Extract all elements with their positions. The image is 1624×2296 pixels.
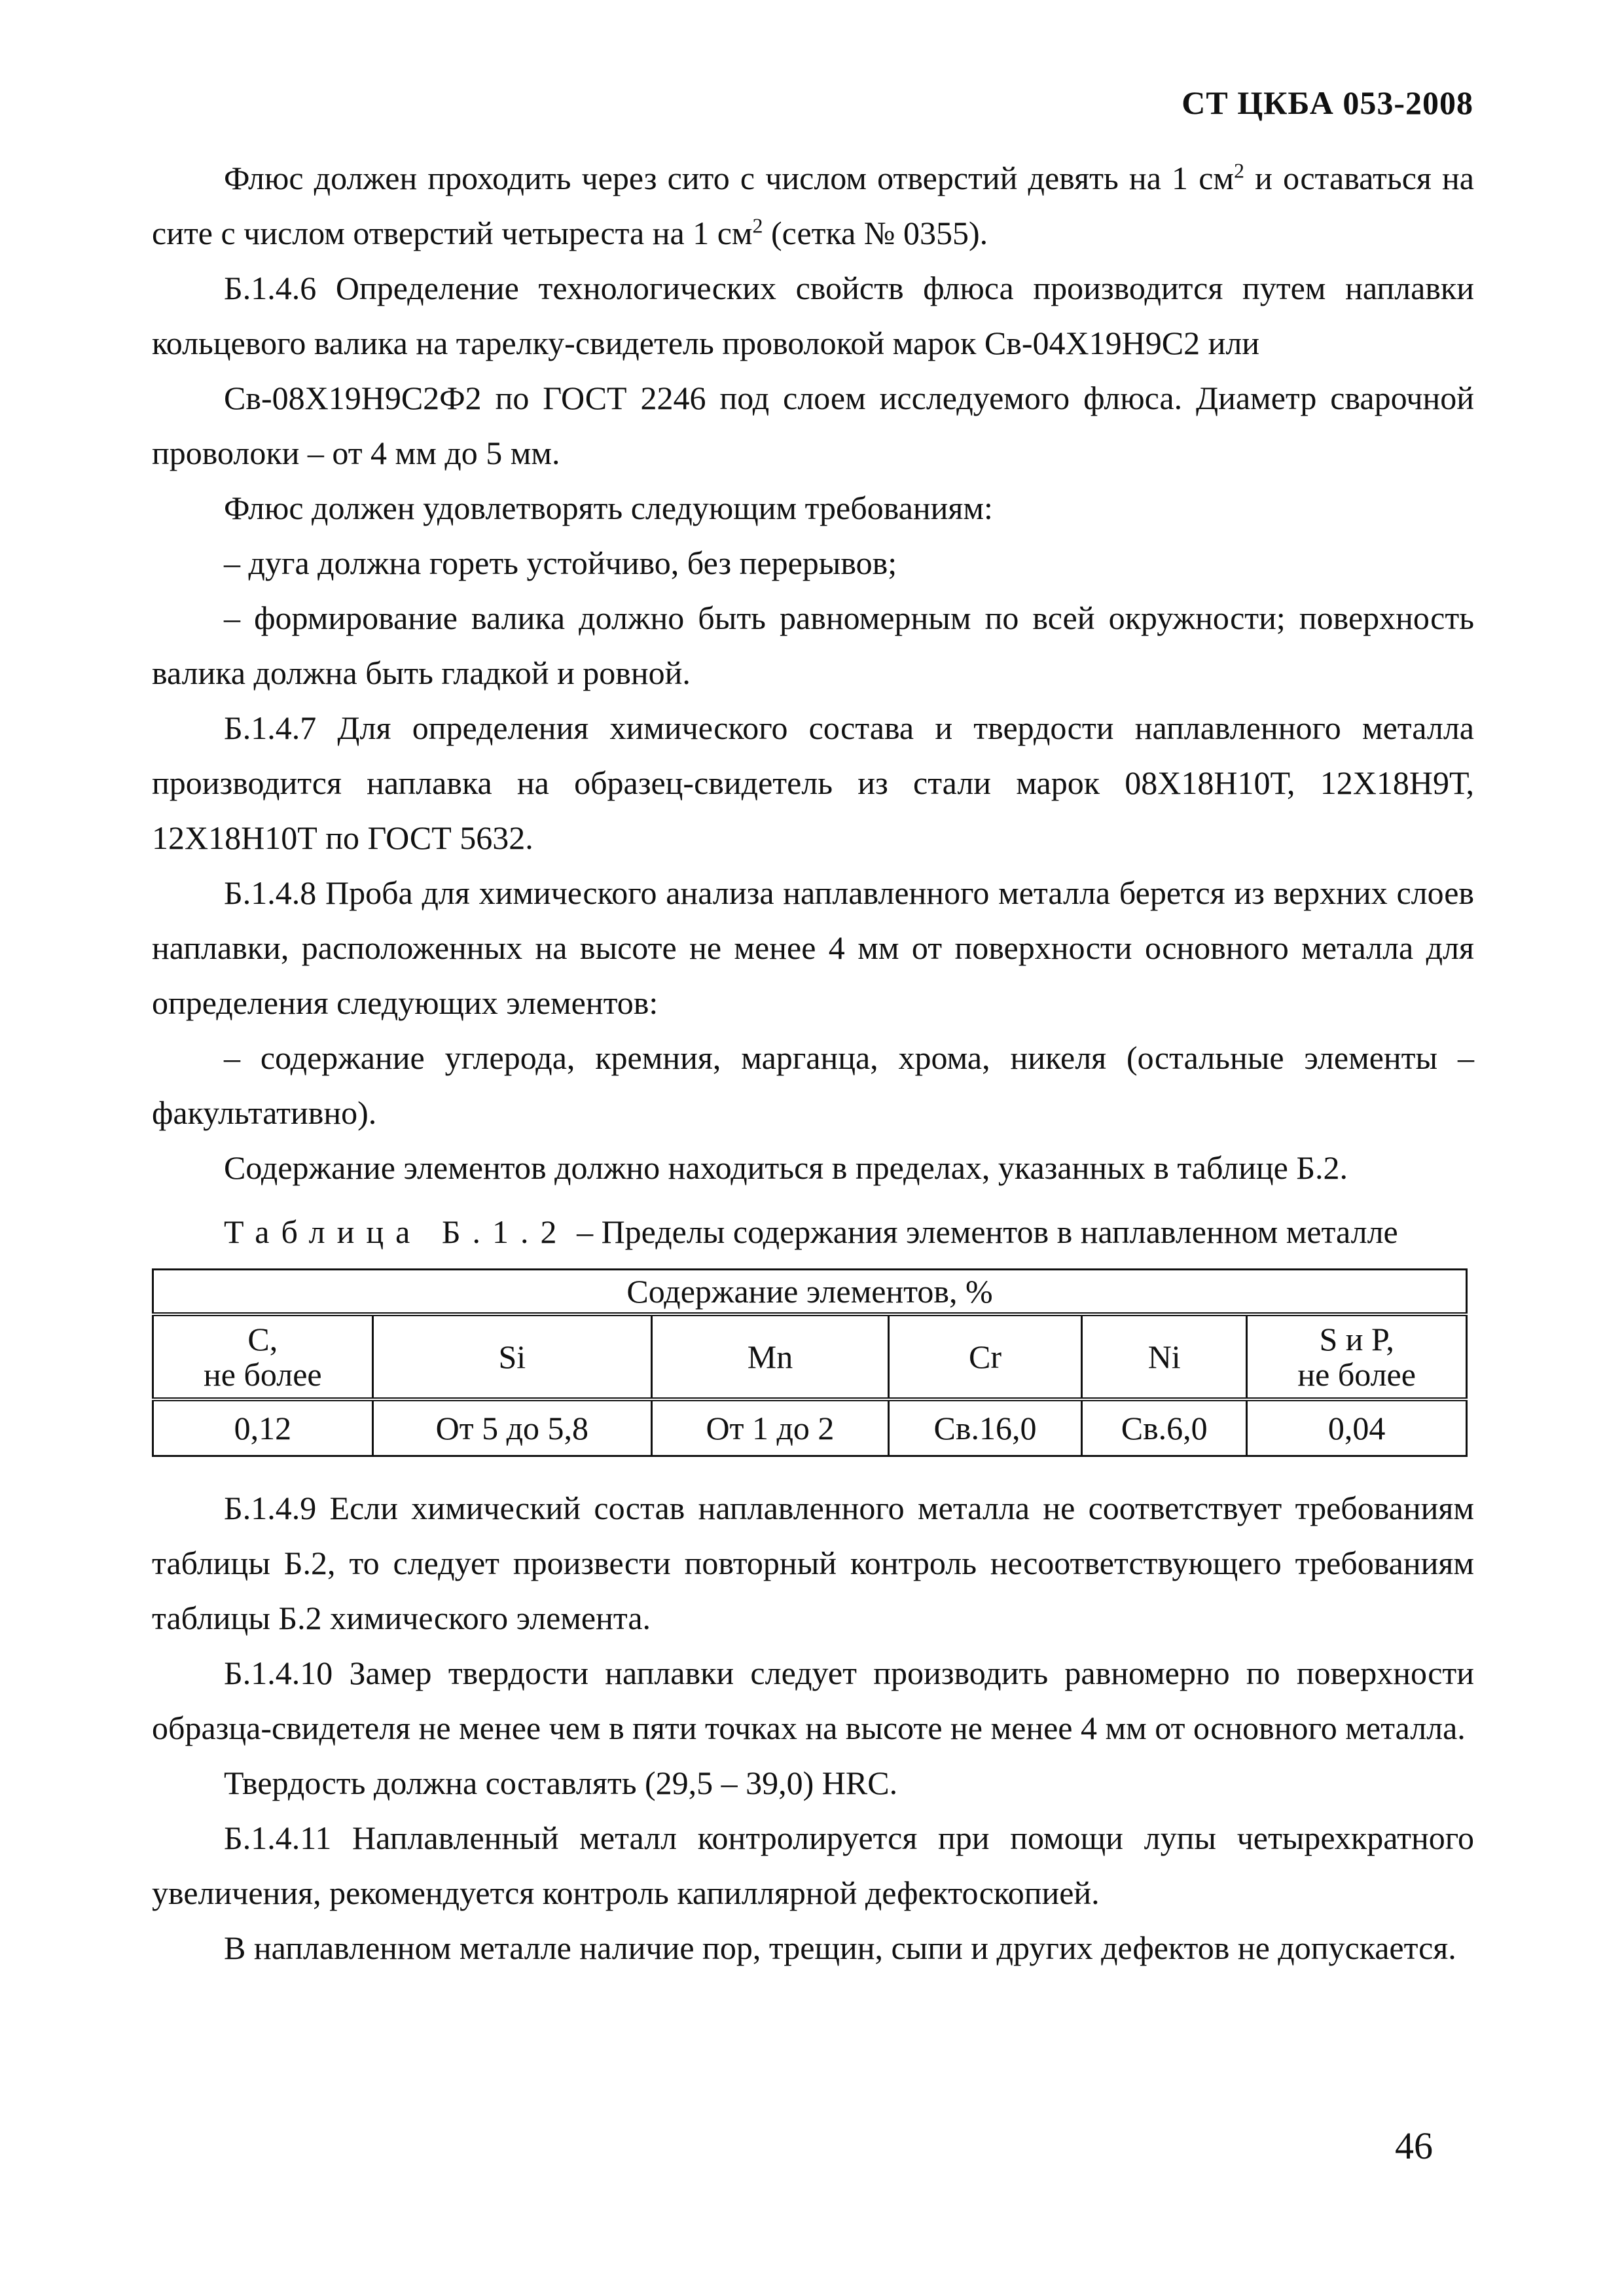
- table-cell-cr: Св.16,0: [888, 1399, 1081, 1456]
- list-item-elements: – содержание углерода, кремния, марганца, хрома, никеля (остальные элементы – факультативно).: [152, 1039, 1474, 1131]
- table-label: Таблица Б.1.2: [224, 1213, 569, 1250]
- column-header-line: С,: [247, 1321, 278, 1357]
- page-number: 46: [1395, 2125, 1433, 2167]
- paragraph-elements-limits: Содержание элементов должно находиться в пределах, указанных в таблице Б.2.: [224, 1149, 1348, 1186]
- paragraph-b1411: Б.1.4.11 Наплавленный металл контролируется при помощи лупы четырехкратного увеличения, рекомендуется контроль капиллярной дефектоскопией.: [152, 1820, 1474, 1911]
- column-header-si: [372, 1314, 651, 1399]
- document-body: [152, 151, 1474, 1975]
- table-cell-si: От 5 до 5,8: [372, 1399, 651, 1456]
- paragraph-defects: В наплавленном металле наличие пор, трещин, сыпи и других дефектов не допускается.: [224, 1929, 1456, 1966]
- column-header-line: Cr: [969, 1338, 1002, 1375]
- column-header-line: Si: [498, 1338, 526, 1375]
- paragraph-b147: Б.1.4.7 Для определения химического состава и твердости наплавленного металла производится наплавка на образец-свидетель из стали марок 08Х18Н10Т, 12Х18Н9Т, 12Х18Н10Т по ГОСТ 5632.: [152, 709, 1474, 856]
- table-group-header: Содержание элементов, %: [153, 1270, 1467, 1315]
- table-cell-ni: Св.6,0: [1082, 1399, 1247, 1456]
- paragraph-b1410: Б.1.4.10 Замер твердости наплавки следует производить равномерно по поверхности образца-свидетеля не менее чем в пяти точках на высоте не менее 4 мм от основного металла.: [152, 1655, 1474, 1746]
- paragraph-flux-sieve-part2: и оставаться на сите с числом отверстий четыреста на 1 см: [152, 160, 1474, 251]
- superscript-2: 2: [1234, 158, 1245, 183]
- table-caption-text: – Пределы содержания элементов в наплавленном металле: [568, 1213, 1398, 1250]
- superscript-2: 2: [752, 213, 763, 238]
- column-header-cr: [888, 1314, 1081, 1399]
- table-cell-mn: От 1 до 2: [651, 1399, 888, 1456]
- document-code-header: СТ ЦКБА 053-2008: [1182, 84, 1473, 121]
- paragraph-flux-sieve: [152, 151, 1474, 260]
- paragraph-b146-cont: Св-08Х19Н9С2Ф2 по ГОСТ 2246 под слоем исследуемого флюса. Диаметр сварочной проволоки – от 4 мм до 5 мм.: [152, 380, 1474, 471]
- paragraph-b149: Б.1.4.9 Если химический состав наплавленного металла не соответствует требованиям таблицы Б.2, то следует произвести повторный контроль несоответствующего требованиям таблицы Б.2 химического элемента.: [152, 1490, 1474, 1636]
- paragraph-flux-sieve-part3: (сетка № 0355).: [763, 215, 988, 251]
- column-header-line: не более: [204, 1356, 322, 1393]
- paragraph-hardness: Твердость должна составлять (29,5 – 39,0) HRC.: [224, 1765, 898, 1801]
- table-caption: [152, 1204, 1474, 1259]
- column-header-line: не более: [1297, 1356, 1416, 1393]
- column-header-c: [153, 1314, 373, 1399]
- table-cell-c: 0,12: [153, 1399, 373, 1456]
- paragraph-flux-requirements: Флюс должен удовлетворять следующим требованиям:: [224, 490, 993, 526]
- list-item-arc: – дуга должна гореть устойчиво, без перерывов;: [224, 545, 897, 581]
- paragraph-b148: Б.1.4.8 Проба для химического анализа наплавленного металла берется из верхних слоев наплавки, расположенных на высоте не менее 4 мм от поверхности основного металла для определения следующих элементов:: [152, 874, 1474, 1021]
- table-column-header-row: [153, 1314, 1467, 1399]
- column-header-ni: [1082, 1314, 1247, 1399]
- table-group-header-row: [153, 1270, 1467, 1315]
- table-cell-s-p: 0,04: [1247, 1399, 1467, 1456]
- column-header-line: S и P,: [1319, 1321, 1394, 1357]
- paragraph-b146: Б.1.4.6 Определение технологических свойств флюса производится путем наплавки кольцевого валика на тарелку-свидетель проволокой марок Св-04Х19Н9С2 или: [152, 270, 1474, 361]
- list-item-bead: – формирование валика должно быть равномерным по всей окружности; поверхность валика должна быть гладкой и ровной.: [152, 600, 1474, 691]
- column-header-mn: [651, 1314, 888, 1399]
- column-header-s-p: [1247, 1314, 1467, 1399]
- elements-table: [152, 1268, 1468, 1457]
- column-header-line: Ni: [1147, 1338, 1181, 1375]
- table-row: [153, 1399, 1467, 1456]
- column-header-line: Mn: [747, 1338, 793, 1375]
- paragraph-flux-sieve-part1: Флюс должен проходить через сито с числом отверстий девять на 1 см: [224, 160, 1235, 196]
